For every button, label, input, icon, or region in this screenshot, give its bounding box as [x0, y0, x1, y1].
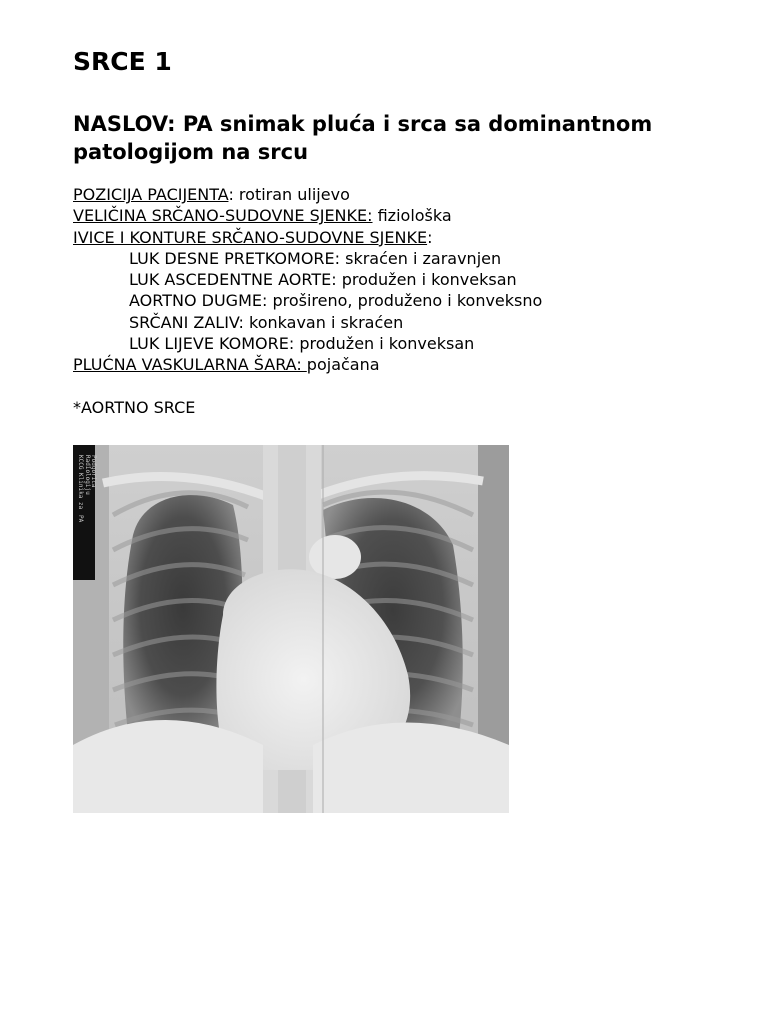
svg-text:PA: PA: [77, 515, 84, 523]
field-value: fiziološka: [372, 206, 452, 226]
field-label: POZICIJA PACIJENTA: [73, 185, 229, 204]
contour-item: LUK ASCEDENTNE AORTE: produžen i konveksan: [129, 270, 517, 290]
field-separator: :: [228, 185, 234, 204]
contour-item: SRČANI ZALIV: konkavan i skraćen: [129, 312, 404, 332]
field-label: PLUĆNA VASKULARNA ŠARA:: [73, 355, 307, 375]
heading-text: PA snimak pluća i srca sa dominantnom patologijom na srcu: [73, 112, 653, 164]
field-patient-position: [73, 184, 713, 205]
chest-xray-image: [73, 445, 509, 813]
field-label: IVICE I KONTURE SRČANO-SUDOVNE SJENKE: [73, 227, 428, 247]
findings-block: [73, 184, 713, 376]
field-separator: :: [427, 227, 433, 247]
section-heading: [73, 110, 713, 166]
contour-item: LUK LIJEVE KOMORE: produžen i konveksan: [129, 334, 475, 354]
field-label: VELIČINA SRČANO-SUDOVNE SJENKE:: [73, 206, 373, 226]
field-contours: [73, 227, 713, 248]
document-title: SRCE 1: [73, 47, 172, 76]
field-value: rotiran ulijevo: [233, 185, 350, 204]
heading-label: NASLOV:: [73, 112, 176, 136]
field-shadow-size: [73, 205, 713, 226]
svg-text:Radiologiju: Radiologiju: [84, 455, 91, 495]
document-page: [73, 44, 713, 419]
conclusion-text: *AORTNO SRCE: [73, 397, 196, 417]
contour-item: LUK DESNE PRETKOMORE: skraćen i zaravnjen: [129, 248, 502, 268]
svg-text:Podgorica: Podgorica: [90, 455, 97, 488]
contour-item: AORTNO DUGME: prošireno, produženo i konveksno: [129, 291, 543, 311]
field-vascular-pattern: [73, 354, 713, 375]
svg-text:KCCG Klinika za: KCCG Klinika za: [77, 455, 84, 510]
field-value: pojačana: [306, 355, 380, 375]
